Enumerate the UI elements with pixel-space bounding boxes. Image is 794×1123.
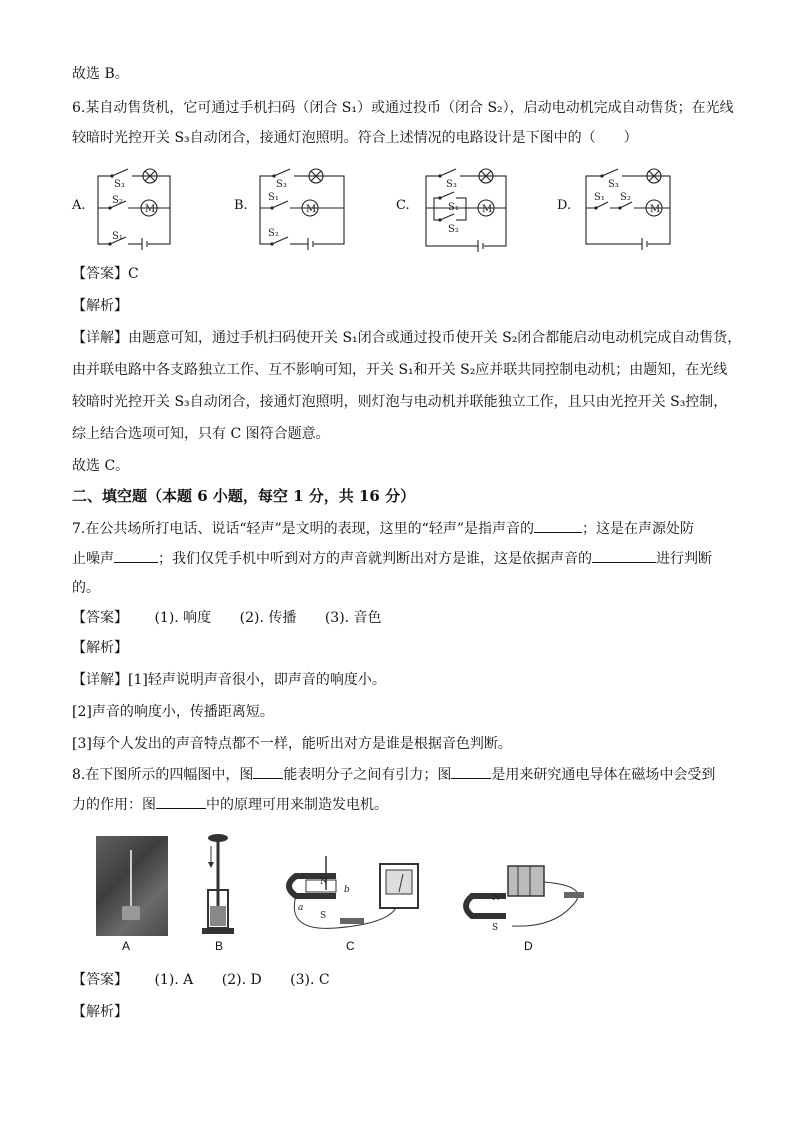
text-line: 故选 C。 [72, 458, 130, 474]
blank[interactable] [114, 548, 158, 563]
switch-label: S₂ [448, 224, 459, 235]
section-heading: 二、填空题（本题 6 小题，每空 1 分，共 16 分） [72, 487, 416, 505]
magnet-pole-label: N [492, 893, 500, 903]
circuit-diagram-b [254, 160, 350, 250]
figure-d-apparatus [452, 856, 602, 946]
question-6-line-2: 较暗时光控开关 S₃自动闭合，接通灯泡照明。符合上述情况的电路设计是下图中的（ ） [72, 130, 638, 146]
answer-item: (1). 响度 [154, 610, 212, 626]
answer-label: 【答案】 [72, 610, 128, 626]
question-7-line-3: 的。 [72, 580, 100, 596]
answer-item: (1). A [154, 972, 194, 988]
figure-b-apparatus [200, 830, 244, 940]
text-line: 故选 B。 [72, 66, 129, 82]
motor-label: M [306, 204, 317, 215]
circuit-diagram-c [420, 160, 512, 252]
magnet-pole-label: S [492, 923, 499, 933]
answer-item: (2). 传播 [239, 610, 297, 626]
switch-label: S₃ [446, 179, 457, 190]
switch-label: S₁ [448, 202, 459, 213]
option-d-label: D. [557, 198, 572, 213]
answer-7 [72, 608, 382, 628]
q7-text: ；我们仅凭手机中听到对方的声音就判断出对方是谁，这是依据声音的 [158, 551, 592, 567]
magnet-pole-label: N [320, 877, 328, 887]
circuit-diagram-d [580, 160, 676, 250]
q8-text: 中的原理可用来制造发电机。 [206, 797, 388, 813]
analysis-heading-7: 【解析】 [72, 640, 128, 656]
analysis-heading-8: 【解析】 [72, 1004, 128, 1020]
question-7-line-1 [72, 518, 694, 539]
option-c-label: C. [396, 198, 410, 213]
motor-label: M [482, 204, 493, 215]
switch-label: S₃ [276, 179, 287, 190]
blank[interactable] [156, 794, 206, 809]
q7-text: 止噪声 [72, 551, 114, 567]
q8-text: 力的作用：图 [72, 797, 156, 813]
option-a-label: A. [72, 198, 86, 213]
question-7-line-2 [72, 548, 712, 569]
answer-8 [72, 970, 330, 990]
motor-label: M [145, 204, 156, 215]
figure-a-photo [96, 836, 168, 936]
switch-label: S₁ [594, 192, 605, 203]
blank[interactable] [534, 518, 582, 533]
q7-text: 进行判断 [656, 551, 712, 567]
question-8-line-1 [72, 764, 715, 785]
answer-item: (2). D [221, 972, 262, 988]
figure-d-label: D [524, 939, 533, 953]
detail-6-line-4: 综上结合选项可知，只有 C 图符合题意。 [72, 426, 330, 442]
motor-label: M [650, 204, 661, 215]
figure-a-label: A [122, 939, 131, 953]
wire-label: a [298, 903, 304, 913]
option-b-label: B. [234, 198, 248, 213]
switch-label: S₃ [114, 179, 125, 190]
detail-7-line-3: [3]每个人发出的声音特点都不一样，能听出对方是谁是根据音色判断。 [72, 736, 512, 752]
figure-c-label: C [346, 939, 355, 953]
blank[interactable] [253, 764, 283, 779]
switch-label: S₂ [112, 195, 123, 206]
detail-6-line-3: 较暗时光控开关 S₃自动闭合，接通灯泡照明，则灯泡与电动机并联能独立工作，且只由光控开关 S₃控制， [72, 394, 728, 410]
blank[interactable] [592, 548, 656, 563]
wire-label: b [344, 885, 350, 895]
answer-label: 【答案】 [72, 972, 128, 988]
answer-item: (3). 音色 [324, 610, 382, 626]
figure-b-label: B [215, 939, 224, 953]
switch-label: S₂ [268, 228, 279, 239]
question-6-line-1: 6.某自动售货机，它可通过手机扫码（闭合 S₁）或通过投币（闭合 S₂），启动电动机完成自动售货；在光线 [72, 100, 734, 116]
detail-6-line-2: 由并联电路中各支路独立工作、互不影响可知，开关 S₁和开关 S₂应并联共同控制电动机；由题知，在光线 [72, 362, 728, 378]
q7-text: ；这是在声源处防 [582, 521, 694, 537]
analysis-heading-6: 【解析】 [72, 298, 128, 314]
detail-6-line-1: 【详解】由题意可知，通过手机扫码使开关 S₁闭合或通过投币使开关 S₂闭合都能启动电动机完成自动售货， [72, 330, 742, 346]
q8-text: 8.在下图所示的四幅图中，图 [72, 767, 254, 783]
magnet-pole-label: S [320, 911, 327, 921]
circuit-diagram-a [92, 160, 178, 250]
q8-text: 能表明分子之间有引力；图 [283, 767, 452, 783]
figure-c-apparatus [276, 840, 432, 940]
blank[interactable] [451, 764, 491, 779]
answer-6: 【答案】C [72, 266, 139, 282]
question-8-line-2 [72, 794, 388, 815]
detail-7-line-2: [2]声音的响度小，传播距离短。 [72, 704, 274, 720]
switch-label: S₃ [608, 179, 619, 190]
answer-item: (3). C [290, 972, 330, 988]
switch-label: S₁ [112, 231, 123, 242]
detail-7-line-1: 【详解】[1]轻声说明声音很小，即声音的响度小。 [72, 672, 386, 688]
switch-label: S₁ [268, 192, 279, 203]
q8-text: 是用来研究通电导体在磁场中会受到 [491, 767, 716, 783]
q7-text: 7.在公共场所打电话、说话“轻声”是文明的表现，这里的“轻声”是指声音的 [72, 521, 534, 537]
switch-label: S₂ [620, 192, 631, 203]
